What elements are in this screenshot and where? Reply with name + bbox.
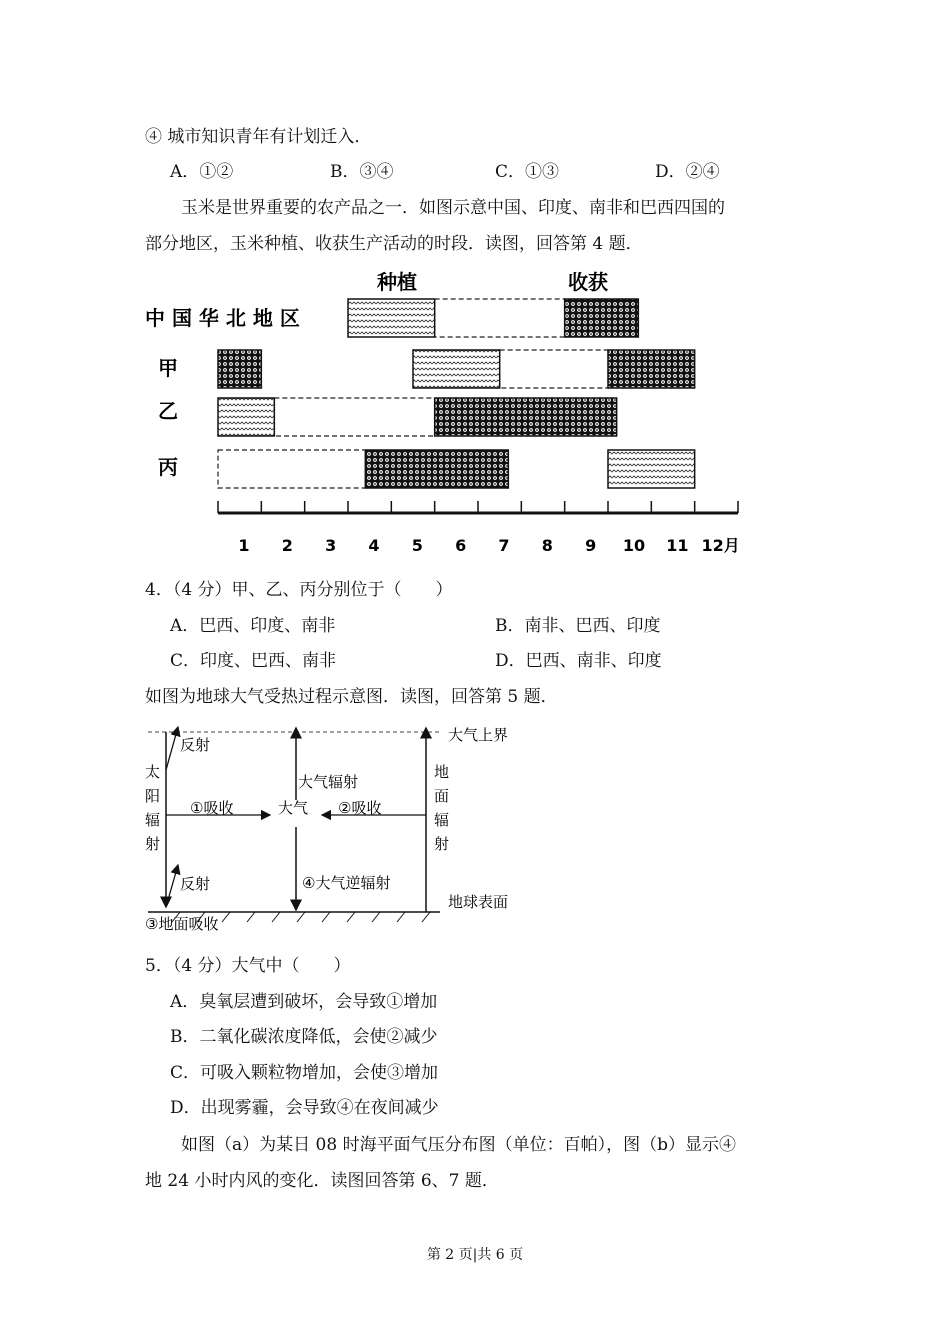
- solar-char-3: 辐: [145, 811, 161, 829]
- plant-bar-2: [413, 350, 500, 388]
- atmo-radiation-label: 大气辐射: [298, 773, 359, 791]
- absorb2-label: ②吸收: [338, 799, 382, 817]
- q3-option-c[interactable]: C．①③: [495, 162, 560, 182]
- intro-line: ④ 城市知识青年有计划迁入．: [145, 127, 372, 147]
- harvest-bar-1: [565, 299, 639, 337]
- month-tick-label: 8: [541, 536, 553, 555]
- top-boundary-label: 大气上界: [448, 726, 509, 744]
- page-footer: 第 2 页|共 6 页: [426, 1247, 524, 1263]
- month-tick-label: 9: [585, 536, 597, 555]
- legend-plant-label: 种植: [377, 270, 417, 294]
- pressure-intro-line-2: 地 24 小时内风的变化．读图回答第 6、7 题．: [145, 1171, 499, 1191]
- ground-char-2: 面: [434, 787, 450, 805]
- ground-absorb-label: ③地面吸收: [145, 915, 219, 933]
- gap-bar-4: [218, 450, 365, 488]
- gap-bar-1: [435, 299, 565, 337]
- month-tick-label: 6: [455, 536, 467, 555]
- maize-calendar-chart: [0, 265, 950, 565]
- month-tick-label: 3: [325, 536, 337, 555]
- q5-option-a[interactable]: A．臭氧层遭到破坏，会导致①增加: [170, 992, 438, 1012]
- q3-option-a[interactable]: A．①②: [170, 162, 234, 182]
- month-tick-label: 4: [368, 536, 380, 555]
- reflect-top-label: 反射: [180, 736, 211, 754]
- plant-bar-4: [608, 450, 695, 488]
- month-tick-label: 2: [281, 536, 293, 555]
- solar-char-4: 射: [145, 835, 161, 853]
- maize-intro-line-2: 部分地区，玉米种植、收获生产活动的时段．读图，回答第 4 题．: [145, 234, 643, 254]
- atmosphere-heating-diagram: [0, 715, 950, 935]
- q4-option-b[interactable]: B．南非、巴西、印度: [495, 616, 661, 636]
- harvest-bar-2: [608, 350, 695, 388]
- plant-bar-1: [348, 299, 435, 337]
- month-tick-label: 12月: [701, 536, 740, 555]
- harvest-bar-4: [365, 450, 508, 488]
- month-tick-label: 5: [411, 536, 423, 555]
- row-label-jia: 甲: [158, 356, 178, 380]
- q5-stem: 5．（4 分）大气中（ ）: [145, 956, 351, 976]
- counter-radiation-label: ④大气逆辐射: [302, 874, 391, 892]
- reflect-bottom-arrow: [168, 865, 178, 900]
- q4-option-c[interactable]: C．印度、巴西、南非: [170, 651, 337, 671]
- harvest-bar-2: [218, 350, 261, 388]
- row-label-bing: 丙: [158, 455, 178, 479]
- row-label-yi: 乙: [158, 399, 178, 423]
- row-label-china: 中 国 华 北 地 区: [145, 306, 300, 330]
- q4-option-a[interactable]: A．巴西、印度、南非: [170, 616, 336, 636]
- gap-bar-2: [500, 350, 608, 388]
- solar-char-1: 太: [145, 763, 161, 781]
- ground-char-4: 射: [434, 835, 450, 853]
- month-tick-label: 1: [238, 536, 250, 555]
- reflect-top-arrow: [166, 727, 178, 770]
- q5-option-c[interactable]: C．可吸入颗粒物增加，会使③增加: [170, 1063, 439, 1083]
- pressure-intro-line-1: 如图（a）为某日 08 时海平面气压分布图（单位：百帕），图（b）显示④: [181, 1135, 736, 1155]
- month-tick-labels: [238, 536, 739, 555]
- atmosphere-label: 大气: [278, 799, 309, 817]
- month-ticks: [218, 501, 738, 513]
- q5-option-b[interactable]: B．二氧化碳浓度降低，会使②减少: [170, 1027, 438, 1047]
- month-tick-label: 10: [622, 536, 646, 555]
- absorb1-label: ①吸收: [190, 799, 234, 817]
- plant-bar-3: [218, 398, 274, 436]
- q5-option-d[interactable]: D．出现雾霾，会导致④在夜间减少: [170, 1098, 439, 1118]
- harvest-bar-3: [435, 398, 617, 436]
- surface-label: 地球表面: [448, 893, 509, 911]
- maize-intro-line-1: 玉米是世界重要的农产品之一．如图示意中国、印度、南非和巴西四国的: [181, 198, 725, 218]
- legend-harvest-label: 收获: [568, 270, 608, 294]
- solar-char-2: 阳: [145, 787, 161, 805]
- month-tick-label: 11: [666, 536, 689, 555]
- month-tick-label: 7: [498, 536, 510, 555]
- q4-option-d[interactable]: D．巴西、南非、印度: [495, 651, 662, 671]
- ground-char-3: 辐: [434, 811, 450, 829]
- q4-stem: 4．（4 分）甲、乙、丙分别位于（ ）: [145, 580, 453, 600]
- q3-option-b[interactable]: B．③④: [330, 162, 394, 182]
- ground-char-1: 地: [434, 763, 450, 781]
- gap-bar-3: [274, 398, 434, 436]
- q3-option-d[interactable]: D．②④: [655, 162, 720, 182]
- atmo-intro: 如图为地球大气受热过程示意图．读图，回答第 5 题．: [145, 687, 558, 707]
- reflect-bottom-label: 反射: [180, 875, 211, 893]
